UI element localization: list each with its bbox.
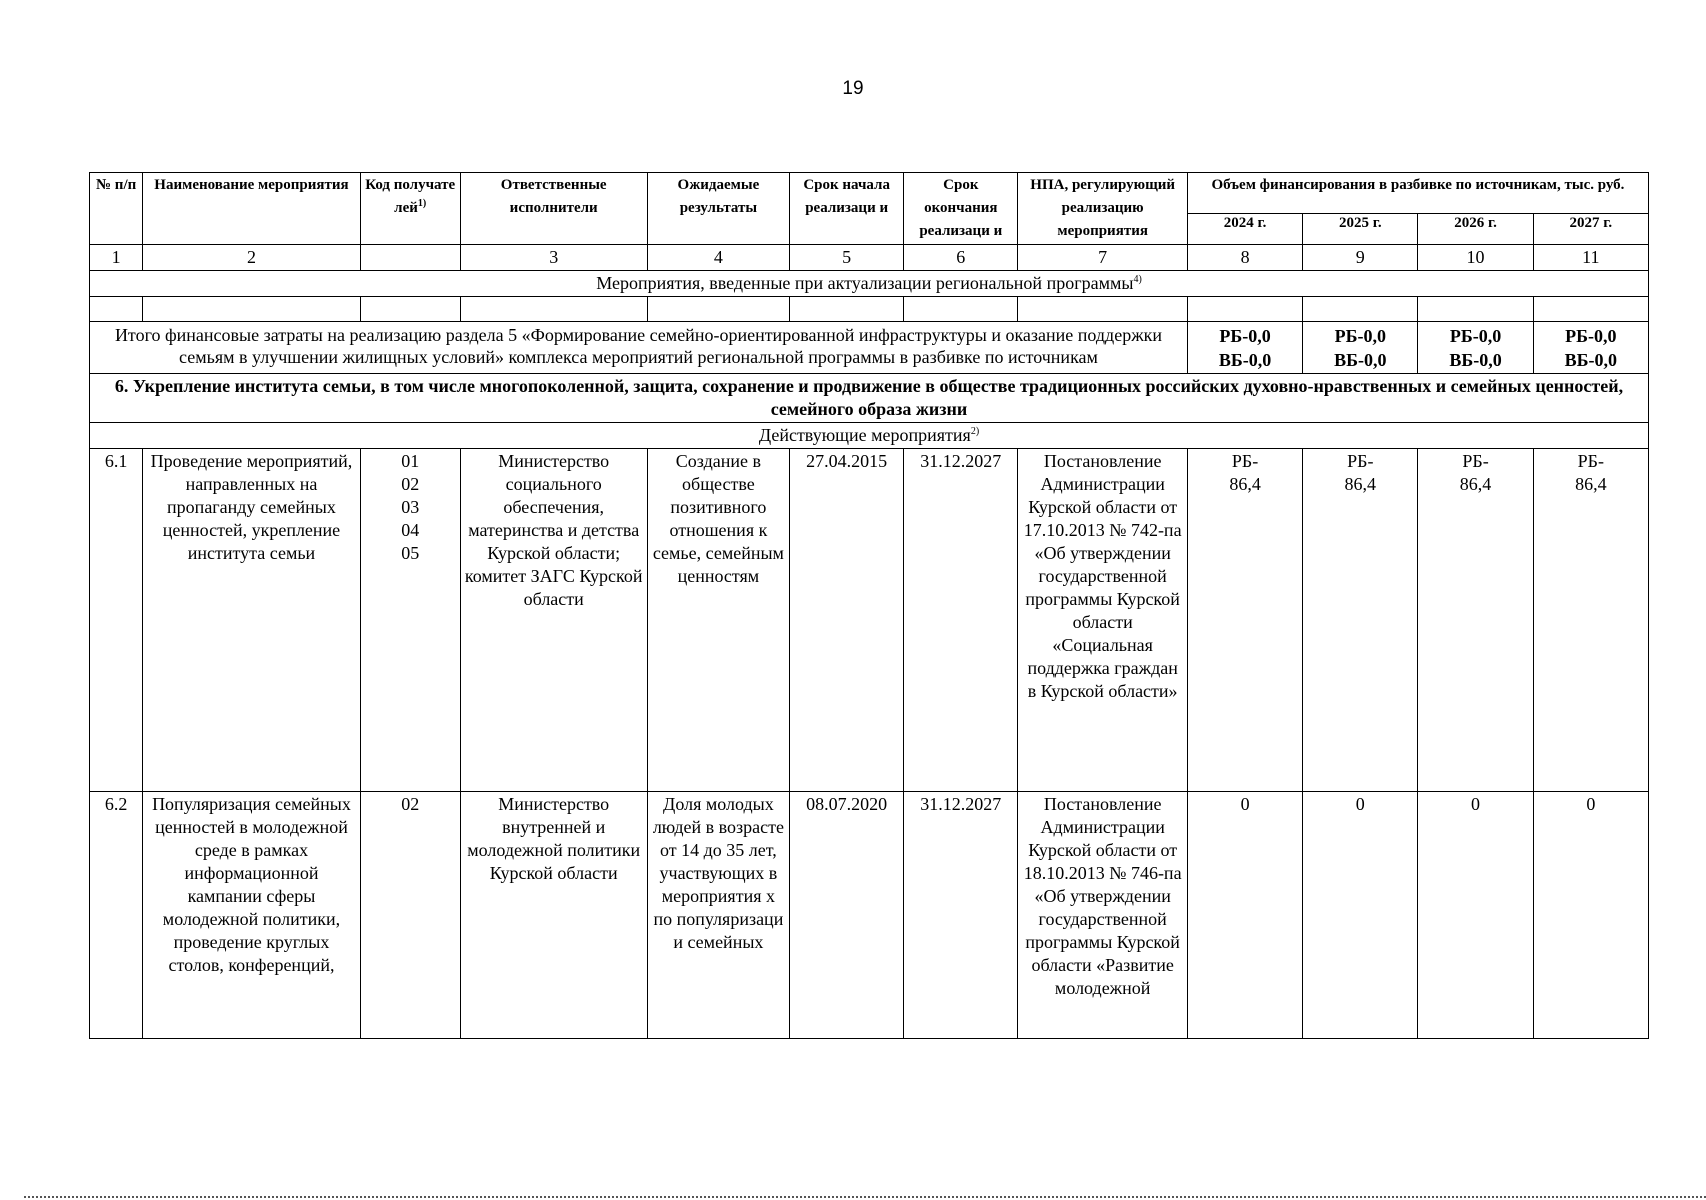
- header-executors: Ответственные исполнители: [460, 173, 647, 245]
- column-number: 5: [790, 245, 904, 271]
- row-codes: 02: [360, 792, 460, 1039]
- row-npa: Постановление Администрации Курской области от 18.10.2013 № 746-па «Об утверждении государственной программы Курской области «Развитие молодежной: [1018, 792, 1188, 1039]
- row-codes: 01 02 03 04 05: [360, 449, 460, 792]
- row-start: 08.07.2020: [790, 792, 904, 1039]
- row-num: 6.1: [90, 449, 143, 792]
- column-number: 7: [1018, 245, 1188, 271]
- column-number: 8: [1187, 245, 1302, 271]
- header-name: Наименование мероприятия: [143, 173, 360, 245]
- row-name: Проведение мероприятий, направленных на пропаганду семейных ценностей, укрепление института семьи: [143, 449, 360, 792]
- total-2025: РБ-0,0 ВБ-0,0: [1303, 322, 1418, 374]
- header-code: Код получате лей$^{1)}$: [360, 173, 460, 245]
- row-num: 6.2: [90, 792, 143, 1039]
- row-npa: Постановление Администрации Курской области от 17.10.2013 № 742-па «Об утверждении государственной программы Курской области «Социальная поддержка граждан в Курской области»: [1018, 449, 1188, 792]
- column-number: 2: [143, 245, 360, 271]
- row-results: Создание в обществе позитивного отношения к семье, семейным ценностям: [647, 449, 789, 792]
- total-2026: РБ-0,0 ВБ-0,0: [1418, 322, 1533, 374]
- header-year-2027: 2027 г.: [1533, 213, 1648, 244]
- row-end: 31.12.2027: [904, 449, 1018, 792]
- row-finance-2024: РБ- 86,4: [1187, 449, 1302, 792]
- row-start: 27.04.2015: [790, 449, 904, 792]
- row-finance-2026: РБ- 86,4: [1418, 449, 1533, 792]
- section5-total-row: [90, 322, 1649, 374]
- active-events-title: Действующие мероприятия$^{2)}$: [90, 423, 1649, 449]
- column-number: 11: [1533, 245, 1648, 271]
- header-start: Срок начала реализаци и: [790, 173, 904, 245]
- total-2024: РБ-0,0 ВБ-0,0: [1187, 322, 1302, 374]
- page-number: 19: [842, 78, 864, 99]
- empty-row: [90, 297, 1649, 322]
- section5-total-label: Итого финансовые затраты на реализацию раздела 5 «Формирование семейно-ориентированной инфраструктуры и оказание поддержки семьям в улучшении жилищных условий» комплекса мероприятий региональной программы в разбивке по источникам: [90, 322, 1188, 374]
- row-finance-2024: 0: [1187, 792, 1302, 1039]
- row-name: Популяризация семейных ценностей в молодежной среде в рамках информационной кампании сферы молодежной политики, проведение круглых столов, конференций,: [143, 792, 360, 1039]
- row-finance-2026: 0: [1418, 792, 1533, 1039]
- column-number: 9: [1303, 245, 1418, 271]
- column-number: 10: [1418, 245, 1533, 271]
- active-events-row: [90, 423, 1649, 449]
- column-numbers-row: [90, 245, 1649, 271]
- table-row: [90, 792, 1649, 1039]
- introduced-events-row: [90, 271, 1649, 297]
- row-finance-2027: 0: [1533, 792, 1648, 1039]
- scan-edge-rule: [24, 1193, 1706, 1198]
- header-npa: НПА, регулирующий реализацию мероприятия: [1018, 173, 1188, 245]
- introduced-events-title: Мероприятия, введенные при актуализации региональной программы$^{4)}$: [90, 271, 1649, 297]
- column-number: [360, 245, 460, 271]
- column-number: 1: [90, 245, 143, 271]
- row-finance-2025: 0: [1303, 792, 1418, 1039]
- header-results: Ожидаемые результаты: [647, 173, 789, 245]
- header-year-2025: 2025 г.: [1303, 213, 1418, 244]
- row-executors: Министерство социального обеспечения, материнства и детства Курской области; комитет ЗАГС Курской области: [460, 449, 647, 792]
- row-finance-2025: РБ- 86,4: [1303, 449, 1418, 792]
- column-number: 3: [460, 245, 647, 271]
- header-num: № п/п: [90, 173, 143, 245]
- section6-title: 6. Укрепление института семьи, в том числе многопоколенной, защита, сохранение и продвижение в обществе традиционных российских духовно-нравственных и семейных ценностей, семейного образа жизни: [90, 374, 1649, 423]
- header-end: Срок окончания реализаци и: [904, 173, 1018, 245]
- program-events-table: [89, 172, 1649, 1039]
- header-year-2026: 2026 г.: [1418, 213, 1533, 244]
- column-number: 4: [647, 245, 789, 271]
- header-year-2024: 2024 г.: [1187, 213, 1302, 244]
- table-row: [90, 449, 1649, 792]
- row-finance-2027: РБ- 86,4: [1533, 449, 1648, 792]
- section6-heading-row: [90, 374, 1649, 423]
- header-row: [90, 173, 1649, 214]
- row-end: 31.12.2027: [904, 792, 1018, 1039]
- column-number: 6: [904, 245, 1018, 271]
- total-2027: РБ-0,0 ВБ-0,0: [1533, 322, 1648, 374]
- row-executors: Министерство внутренней и молодежной политики Курской области: [460, 792, 647, 1039]
- row-results: Доля молодых людей в возрасте от 14 до 35 лет, участвующих в мероприятия х по популяризаци и семейных: [647, 792, 789, 1039]
- header-finance: Объем финансирования в разбивке по источникам, тыс. руб.: [1187, 173, 1648, 214]
